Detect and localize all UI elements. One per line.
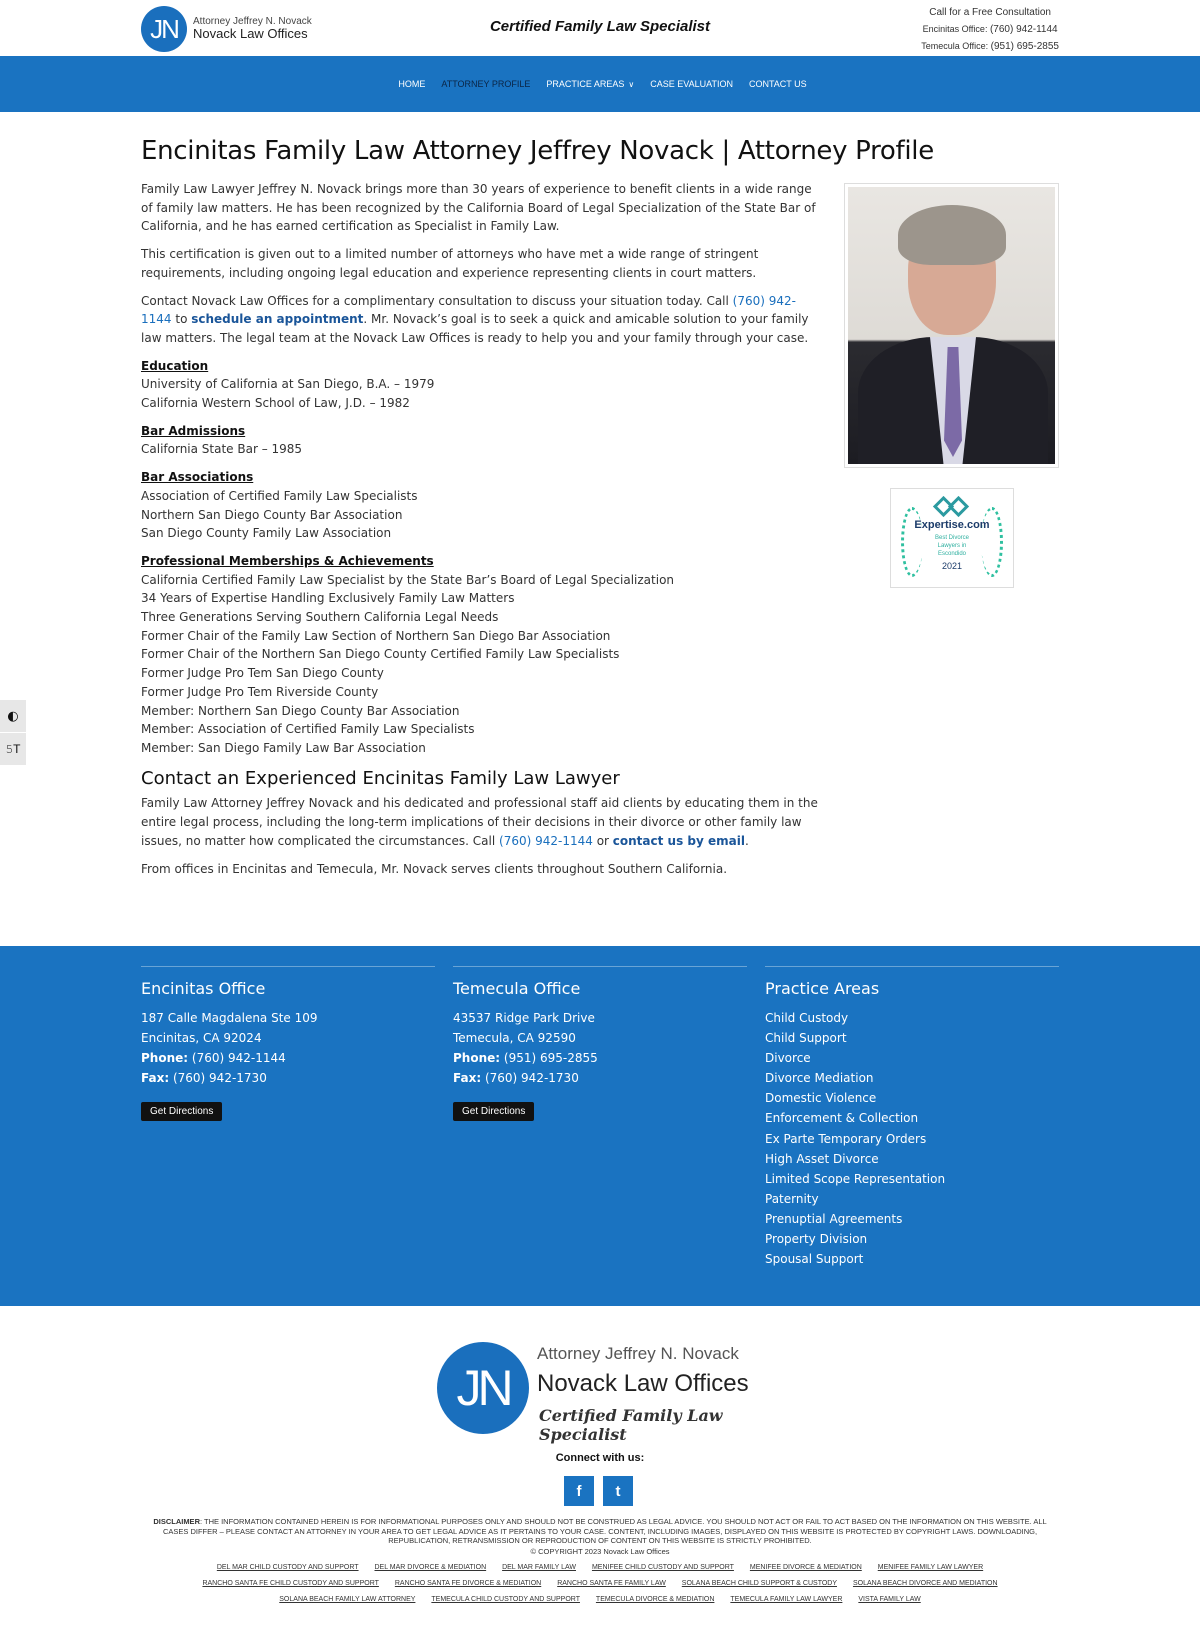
address-line: Encinitas, CA 92024 <box>141 1031 262 1045</box>
badge-line: Escondido <box>937 551 967 557</box>
badge-line: Lawyers in <box>937 543 967 549</box>
footer-link[interactable]: VISTA FAMILY LAW <box>858 1596 921 1603</box>
bar-admissions-heading: Bar Admissions <box>141 423 246 438</box>
list-item: Member: Association of Certified Family Law Specialists <box>141 722 475 737</box>
list-item: 34 Years of Expertise Handling Exclusively Family Law Matters <box>141 591 515 606</box>
footer-link[interactable]: RANCHO SANTA FE DIVORCE & MEDIATION <box>394 1580 542 1587</box>
practice-areas-title: Practice Areas <box>765 979 880 998</box>
practice-area-link[interactable]: Paternity <box>765 1191 819 1206</box>
list-item: Former Judge Pro Tem Riverside County <box>141 684 379 699</box>
footer-link[interactable]: MENIFEE CHILD CUSTODY AND SUPPORT <box>591 1564 734 1571</box>
practice-area-link[interactable]: Child Custody <box>765 1011 849 1025</box>
practice-area-link[interactable]: Ex Parte Temporary Orders <box>765 1131 927 1146</box>
footer-logo-attorney: Attorney Jeffrey N. Novack <box>537 1344 739 1363</box>
practice-areas-list <box>765 1008 1059 1269</box>
list-item: Association of Certified Family Law Specialists <box>141 488 418 503</box>
list-item: Three Generations Serving Southern California Legal Needs <box>141 610 499 625</box>
footer-logo-tagline: Certified Family Law Specialist <box>539 1406 723 1444</box>
practice-area-link[interactable]: High Asset Divorce <box>765 1151 879 1166</box>
logo-attorney-name: Attorney Jeffrey N. Novack <box>193 15 312 27</box>
article-body <box>141 180 821 878</box>
practice-area-link[interactable]: Domestic Violence <box>765 1091 877 1106</box>
memberships-heading: Professional Memberships & Achievements <box>141 553 434 568</box>
phone-link[interactable]: (760) 942-1144 <box>499 833 593 848</box>
call-title: Call for a Free Consultation <box>929 7 1051 18</box>
list-item: California Certified Family Law Specialist by the State Bar’s Board of Legal Specialization <box>141 572 675 587</box>
footer-offices <box>0 946 1200 1306</box>
chevron-down-icon: ∨ <box>628 79 635 89</box>
page-title: Encinitas Family Law Attorney Jeffrey Novack | Attorney Profile <box>141 136 934 166</box>
text-size-button[interactable] <box>0 733 26 765</box>
footer-link[interactable]: MENIFEE FAMILY LAW LAWYER <box>877 1564 984 1571</box>
practice-area-link[interactable]: Divorce Mediation <box>765 1071 874 1086</box>
list-item: Former Chair of the Family Law Section of Northern San Diego Bar Association <box>141 628 611 643</box>
contrast-toggle-button[interactable] <box>0 700 26 732</box>
copyright: © COPYRIGHT 2023 Novack Law Offices <box>530 1547 670 1556</box>
header-call-box <box>921 5 1059 55</box>
intro-paragraph: Family Law Lawyer Jeffrey N. Novack brings more than 30 years of experience to benefit clients in a wide range of family law matters. He has been recognized by the California Board of Legal Specialization of the State Bar of California, and he has earned certification as Specialist in Family Law. <box>141 182 816 234</box>
practice-area-link[interactable]: Enforcement & Collection <box>765 1111 919 1126</box>
temecula-directions-button[interactable]: Get Directions <box>453 1102 534 1121</box>
temecula-footer-fax: (760) 942-1730 <box>484 1071 579 1085</box>
encinitas-office-column: Encinitas Office 187 Calle Magdalena Ste 109 Encinitas, CA 92024 Phone: (760) 942-1144 Fax: (760) 942-1730 Get Directions <box>141 966 435 1121</box>
expertise-logo-icon <box>932 497 972 517</box>
education-heading: Education <box>141 358 209 373</box>
badge-brand: Expertise.com <box>914 519 990 531</box>
footer-link[interactable]: RANCHO SANTA FE FAMILY LAW <box>557 1580 666 1587</box>
education-section <box>141 357 821 413</box>
address-line: 187 Calle Magdalena Ste 109 <box>141 1011 318 1025</box>
connect-heading: Connect with us: <box>555 1452 645 1464</box>
top-header <box>0 0 1200 56</box>
header-tagline: Certified Family Law Specialist <box>489 18 711 35</box>
encinitas-footer-phone[interactable]: (760) 942-1144 <box>191 1051 286 1065</box>
logo-mark: JN <box>141 6 187 52</box>
nav-case-evaluation[interactable]: CASE EVALUATION <box>650 79 733 89</box>
footer-link[interactable]: TEMECULA FAMILY LAW LAWYER <box>730 1596 843 1603</box>
twitter-icon[interactable]: t <box>603 1476 633 1506</box>
certification-paragraph: This certification is given out to a limited number of attorneys who have met a wide range of stringent requirements, including ongoing legal education and experience representing clients in court matters. <box>141 247 759 280</box>
practice-area-link[interactable]: Property Division <box>765 1232 868 1247</box>
practice-area-link[interactable]: Prenuptial Agreements <box>765 1211 903 1226</box>
expertise-badge[interactable] <box>890 488 1014 588</box>
list-item: Member: Northern San Diego County Bar Association <box>141 703 460 718</box>
list-item: Northern San Diego County Bar Association <box>141 507 403 522</box>
contact-email-link[interactable]: contact us by email <box>612 833 745 848</box>
list-item: California State Bar – 1985 <box>141 442 303 457</box>
bar-admissions-section <box>141 422 821 459</box>
practice-area-link[interactable]: Child Support <box>765 1031 847 1046</box>
list-item: University of California at San Diego, B.A. – 1979 <box>141 377 435 392</box>
schedule-appointment-link[interactable]: schedule an appointment <box>191 312 364 327</box>
footer-link[interactable]: DEL MAR CHILD CUSTODY AND SUPPORT <box>216 1564 359 1571</box>
footer-link[interactable]: RANCHO SANTA FE CHILD CUSTODY AND SUPPORT <box>202 1580 379 1587</box>
practice-area-link[interactable]: Spousal Support <box>765 1252 864 1267</box>
main-nav <box>0 56 1200 112</box>
contact-lawyer-paragraph: Family Law Attorney Jeffrey Novack and his dedicated and professional staff aid clients by educating them in the entire legal process, including the long-term implications of their decisions in their divorce or other family law issues, no matter how complicated the circumstances. Call (760) 942-1144 or contact us by email. <box>141 796 818 848</box>
encinitas-footer-fax: (760) 942-1730 <box>172 1071 267 1085</box>
contrast-icon: ◐ <box>7 708 19 724</box>
footer-link[interactable]: SOLANA BEACH CHILD SUPPORT & CUSTODY <box>681 1580 838 1587</box>
footer-link[interactable]: SOLANA BEACH FAMILY LAW ATTORNEY <box>279 1596 416 1603</box>
footer-links-row <box>141 1580 1059 1587</box>
temecula-footer-phone[interactable]: (951) 695-2855 <box>503 1051 598 1065</box>
nav-practice-areas[interactable]: PRACTICE AREAS ∨ <box>546 79 635 89</box>
contact-heading: Contact an Experienced Encinitas Family Law Lawyer <box>141 767 620 789</box>
temecula-office-column: Temecula Office 43537 Ridge Park Drive Temecula, CA 92590 Phone: (951) 695-2855 Fax: (760) 942-1730 Get Directions <box>453 966 747 1121</box>
encinitas-label: Encinitas Office: <box>922 24 988 34</box>
nav-contact-us[interactable]: CONTACT US <box>748 79 807 89</box>
footer-link[interactable]: DEL MAR FAMILY LAW <box>502 1564 576 1571</box>
nav-attorney-profile[interactable]: ATTORNEY PROFILE <box>441 79 531 89</box>
footer-link[interactable]: DEL MAR DIVORCE & MEDIATION <box>374 1564 487 1571</box>
footer-link[interactable]: TEMECULA DIVORCE & MEDIATION <box>595 1596 715 1603</box>
list-item: San Diego County Family Law Association <box>141 526 392 541</box>
attorney-photo <box>844 183 1059 468</box>
badge-year: 2021 <box>941 561 963 571</box>
offices-paragraph: From offices in Encinitas and Temecula, Mr. Novack serves clients throughout Southern California. <box>141 861 728 876</box>
facebook-icon[interactable]: f <box>564 1476 594 1506</box>
footer-links-row <box>141 1564 1059 1571</box>
encinitas-directions-button[interactable]: Get Directions <box>141 1102 222 1121</box>
memberships-section <box>141 552 821 758</box>
footer-link[interactable]: MENIFEE DIVORCE & MEDIATION <box>749 1564 862 1571</box>
bar-associations-heading: Bar Associations <box>141 470 254 485</box>
encinitas-phone-link[interactable]: (760) 942-1144 <box>989 24 1058 35</box>
address-line: Temecula, CA 92590 <box>453 1031 576 1045</box>
badge-line: Best Divorce <box>934 535 969 541</box>
social-links <box>564 1476 633 1506</box>
list-item: California Western School of Law, J.D. – 1982 <box>141 396 410 411</box>
nav-home[interactable]: HOME <box>398 79 426 89</box>
text-size-icon: 𝟻T <box>5 741 21 756</box>
phone-link[interactable]: (760) 942-1144 <box>141 293 796 327</box>
logo-firm-name: Novack Law Offices <box>193 26 308 42</box>
list-item: Former Chair of the Northern San Diego County Certified Family Law Specialists <box>141 647 620 662</box>
practice-area-link[interactable]: Limited Scope Representation <box>765 1171 946 1186</box>
practice-areas-column <box>765 966 1059 1269</box>
disclaimer: DISCLAIMER: THE INFORMATION CONTAINED HEREIN IS FOR INFORMATIONAL PURPOSES ONLY AND SHOULD NOT BE CONSTRUED AS LEGAL ADVICE. YOU SHOULD NOT ACT OR FAIL TO ACT BASED ON THE INFORMATION ON THIS WEBSITE. ALL CASES DIFFER – PLEASE CONTACT AN ATTORNEY IN YOUR AREA TO GET LEGAL ADVICE AS IT PERTAINS TO YOUR CASE. CONTENT, INCLUDING IMAGES, DISPLAYED ON THIS WEBSITE IS PROTECTED BY COPYRIGHT LAWS. DOWNLOADING, REPUBLICATION, RETRANSMISSION OR REPRODUCTION OF CONTENT ON THIS WEBSITE IS STRICTLY PROHIBITED. <box>153 1517 1047 1545</box>
footer-logo[interactable] <box>437 1340 772 1444</box>
footer-link[interactable]: SOLANA BEACH DIVORCE AND MEDIATION <box>852 1580 998 1587</box>
footer-link[interactable]: TEMECULA CHILD CUSTODY AND SUPPORT <box>431 1596 580 1603</box>
footer-logo-mark: JN <box>437 1342 529 1434</box>
laurel-icon <box>981 507 1003 577</box>
list-item: Member: San Diego Family Law Bar Association <box>141 740 426 755</box>
temecula-phone-link[interactable]: (951) 695-2855 <box>990 41 1059 52</box>
temecula-office-title: Temecula Office <box>453 979 581 998</box>
address-line: 43537 Ridge Park Drive <box>453 1011 595 1025</box>
bar-associations-section <box>141 468 821 543</box>
temecula-label: Temecula Office: <box>921 41 989 51</box>
encinitas-office-title: Encinitas Office <box>141 979 266 998</box>
contact-paragraph: Contact Novack Law Offices for a complimentary consultation to discuss your situation today. Call (760) 942-1144 to schedule an appointment. Mr. Novack’s goal is to seek a quick and amicable solution to your family law matters. The legal team at the Novack Law Offices is ready to help you and your family through your case. <box>141 293 809 345</box>
footer-links-row <box>141 1596 1059 1603</box>
laurel-icon <box>901 507 923 577</box>
list-item: Former Judge Pro Tem San Diego County <box>141 666 384 681</box>
practice-area-link[interactable]: Divorce <box>765 1051 811 1066</box>
footer-logo-firm: Novack Law Offices <box>537 1370 749 1397</box>
